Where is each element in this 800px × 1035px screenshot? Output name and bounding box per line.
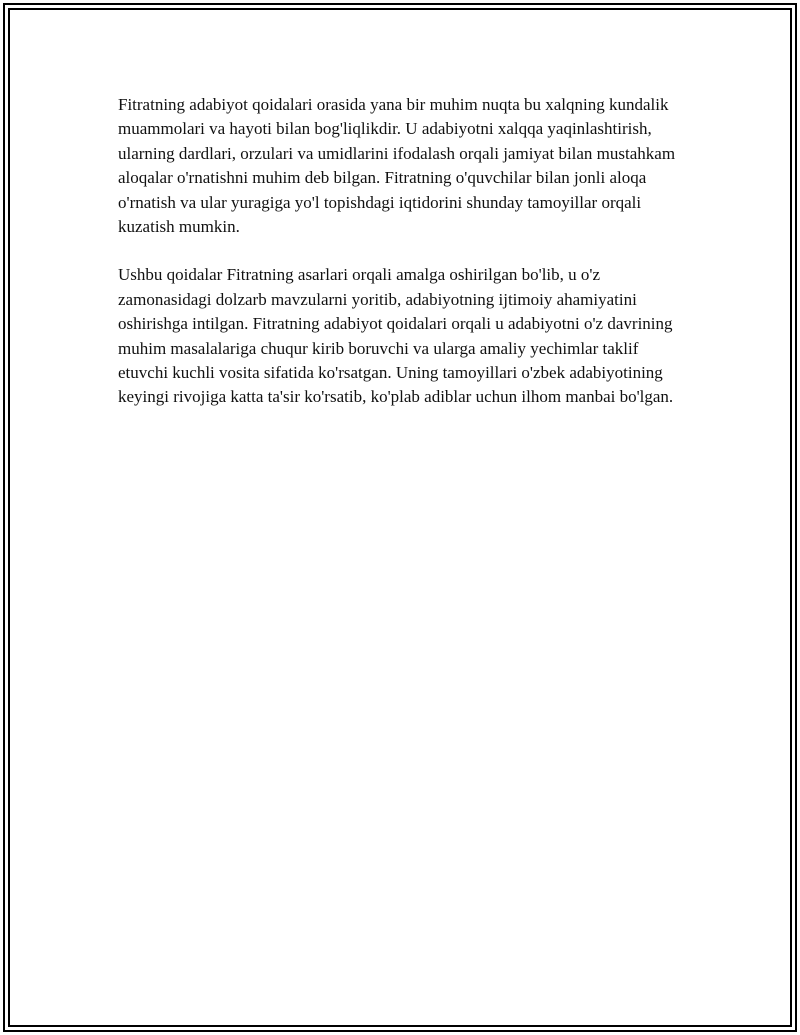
document-body	[118, 93, 683, 434]
paragraph-1: Fitratning adabiyot qoidalari orasida yana bir muhim nuqta bu xalqning kundalik muammolari va hayoti bilan bog'liqlikdir. U adabiyotni xalqqa yaqinlashtirish, ularning dardlari, orzulari va umidlarini ifodalash orqali jamiyat bilan mustahkam aloqalar o'rnatishni muhim deb bilgan. Fitratning o'quvchilar bilan jonli aloqa o'rnatish va ular yuragiga yo'l topishdagi iqtidorini shunday tamoyillar orqali kuzatish mumkin.	[118, 95, 676, 237]
paragraph-2: Ushbu qoidalar Fitratning asarlari orqali amalga oshirilgan bo'lib, u o'z zamonasidagi dolzarb mavzularni yoritib, adabiyotning ijtimoiy ahamiyatini oshirishga intilgan. Fitratning adabiyot qoidalari orqali u adabiyotni o'z davrining muhim masalalariga chuqur kirib boruvchi va ularga amaliy yechimlar taklif etuvchi kuchli vosita sifatida ko'rsatgan. Uning tamoyillari o'zbek adabiyotining keyingi rivojiga katta ta'sir ko'rsatib, ko'plab adiblar uchun ilhom manbai bo'lgan.	[118, 265, 674, 407]
